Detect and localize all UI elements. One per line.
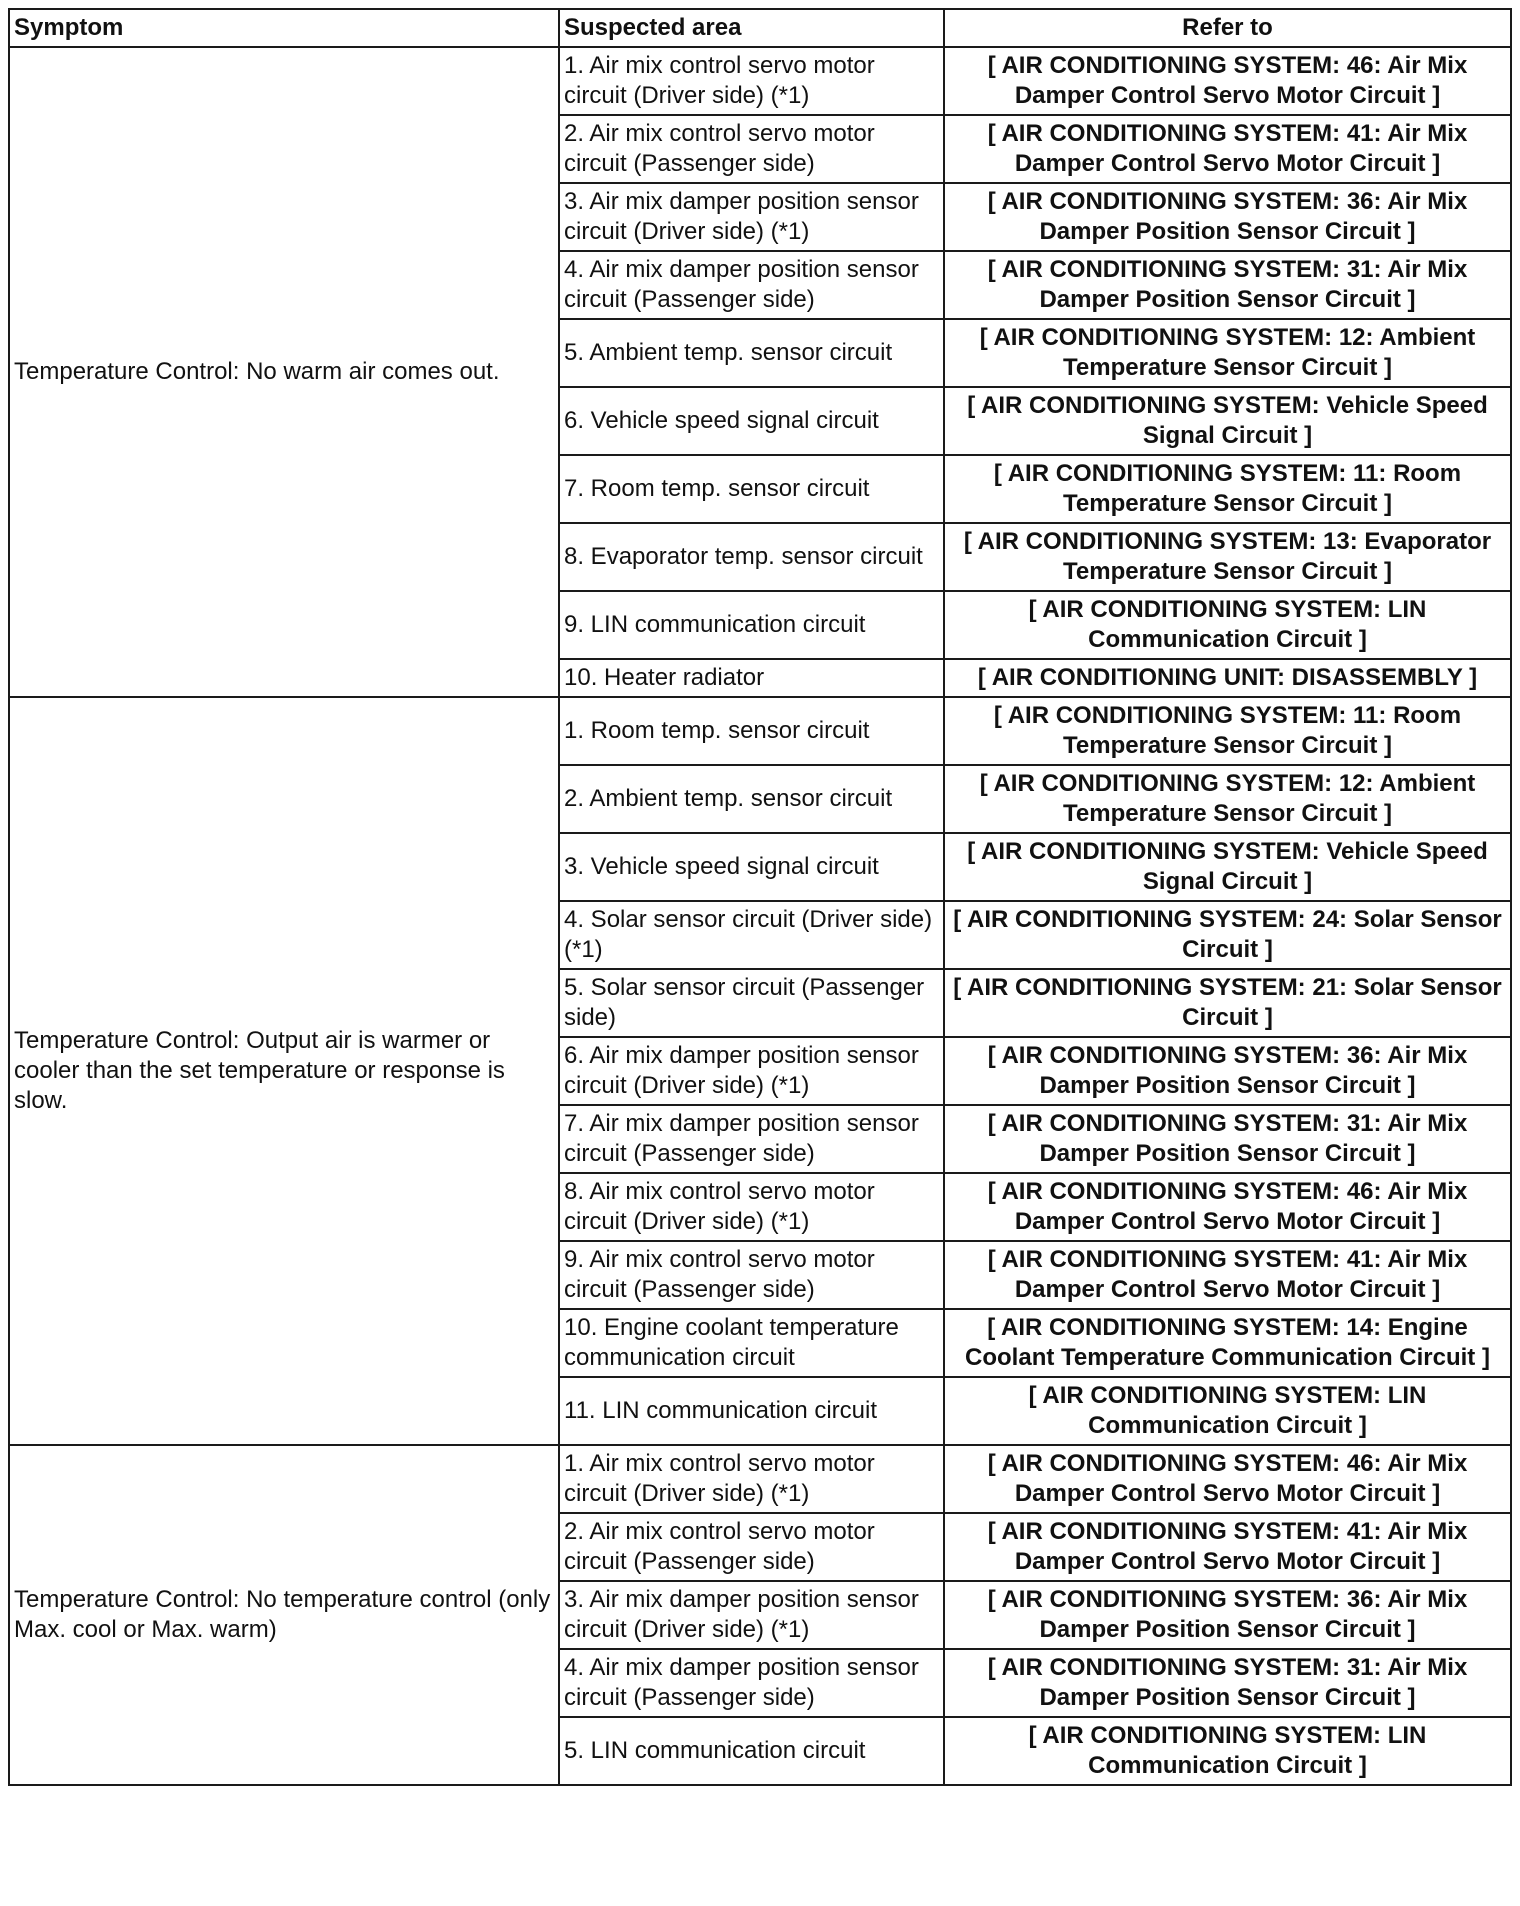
header-suspected-area: Suspected area	[559, 9, 944, 47]
refer-to-link[interactable]: [ AIR CONDITIONING SYSTEM: 12: Ambient Temperature Sensor Circuit ]	[944, 319, 1511, 387]
suspected-area-cell: 5. Ambient temp. sensor circuit	[559, 319, 944, 387]
suspected-area-cell: 4. Air mix damper position sensor circuit (Passenger side)	[559, 1649, 944, 1717]
suspected-area-cell: 1. Air mix control servo motor circuit (Driver side) (*1)	[559, 47, 944, 115]
suspected-area-cell: 7. Air mix damper position sensor circuit (Passenger side)	[559, 1105, 944, 1173]
suspected-area-cell: 10. Engine coolant temperature communication circuit	[559, 1309, 944, 1377]
header-row	[9, 9, 1511, 47]
refer-to-link[interactable]: [ AIR CONDITIONING SYSTEM: 36: Air Mix Damper Position Sensor Circuit ]	[944, 1037, 1511, 1105]
suspected-area-cell: 6. Vehicle speed signal circuit	[559, 387, 944, 455]
suspected-area-cell: 4. Solar sensor circuit (Driver side) (*1)	[559, 901, 944, 969]
suspected-area-cell: 9. Air mix control servo motor circuit (Passenger side)	[559, 1241, 944, 1309]
refer-to-link[interactable]: [ AIR CONDITIONING SYSTEM: 11: Room Temperature Sensor Circuit ]	[944, 455, 1511, 523]
troubleshooting-table	[8, 8, 1512, 1786]
symptom-cell: Temperature Control: Output air is warmer or cooler than the set temperature or response is slow.	[9, 697, 559, 1445]
refer-to-link[interactable]: [ AIR CONDITIONING SYSTEM: LIN Communication Circuit ]	[944, 1377, 1511, 1445]
refer-to-link[interactable]: [ AIR CONDITIONING SYSTEM: Vehicle Speed Signal Circuit ]	[944, 387, 1511, 455]
refer-to-link[interactable]: [ AIR CONDITIONING SYSTEM: LIN Communication Circuit ]	[944, 1717, 1511, 1785]
refer-to-link[interactable]: [ AIR CONDITIONING SYSTEM: 12: Ambient Temperature Sensor Circuit ]	[944, 765, 1511, 833]
table-row	[9, 47, 1511, 115]
header-refer-to: Refer to	[944, 9, 1511, 47]
refer-to-link[interactable]: [ AIR CONDITIONING SYSTEM: 13: Evaporator Temperature Sensor Circuit ]	[944, 523, 1511, 591]
suspected-area-cell: 5. Solar sensor circuit (Passenger side)	[559, 969, 944, 1037]
suspected-area-cell: 2. Air mix control servo motor circuit (Passenger side)	[559, 1513, 944, 1581]
refer-to-link[interactable]: [ AIR CONDITIONING SYSTEM: 31: Air Mix Damper Position Sensor Circuit ]	[944, 1649, 1511, 1717]
suspected-area-cell: 2. Ambient temp. sensor circuit	[559, 765, 944, 833]
symptom-cell: Temperature Control: No warm air comes out.	[9, 47, 559, 697]
refer-to-link[interactable]: [ AIR CONDITIONING SYSTEM: 11: Room Temperature Sensor Circuit ]	[944, 697, 1511, 765]
refer-to-link[interactable]: [ AIR CONDITIONING SYSTEM: 31: Air Mix Damper Position Sensor Circuit ]	[944, 251, 1511, 319]
table-row	[9, 1445, 1511, 1513]
suspected-area-cell: 8. Air mix control servo motor circuit (Driver side) (*1)	[559, 1173, 944, 1241]
suspected-area-cell: 11. LIN communication circuit	[559, 1377, 944, 1445]
refer-to-link[interactable]: [ AIR CONDITIONING SYSTEM: 36: Air Mix Damper Position Sensor Circuit ]	[944, 1581, 1511, 1649]
table-row	[9, 697, 1511, 765]
refer-to-link[interactable]: [ AIR CONDITIONING SYSTEM: 46: Air Mix Damper Control Servo Motor Circuit ]	[944, 1173, 1511, 1241]
refer-to-link[interactable]: [ AIR CONDITIONING SYSTEM: LIN Communication Circuit ]	[944, 591, 1511, 659]
suspected-area-cell: 2. Air mix control servo motor circuit (Passenger side)	[559, 115, 944, 183]
refer-to-link[interactable]: [ AIR CONDITIONING SYSTEM: 36: Air Mix Damper Position Sensor Circuit ]	[944, 183, 1511, 251]
suspected-area-cell: 1. Room temp. sensor circuit	[559, 697, 944, 765]
refer-to-link[interactable]: [ AIR CONDITIONING SYSTEM: 41: Air Mix Damper Control Servo Motor Circuit ]	[944, 1513, 1511, 1581]
suspected-area-cell: 8. Evaporator temp. sensor circuit	[559, 523, 944, 591]
refer-to-link[interactable]: [ AIR CONDITIONING SYSTEM: 41: Air Mix Damper Control Servo Motor Circuit ]	[944, 115, 1511, 183]
refer-to-link[interactable]: [ AIR CONDITIONING SYSTEM: 46: Air Mix Damper Control Servo Motor Circuit ]	[944, 1445, 1511, 1513]
suspected-area-cell: 3. Air mix damper position sensor circuit (Driver side) (*1)	[559, 1581, 944, 1649]
suspected-area-cell: 7. Room temp. sensor circuit	[559, 455, 944, 523]
suspected-area-cell: 4. Air mix damper position sensor circuit (Passenger side)	[559, 251, 944, 319]
suspected-area-cell: 10. Heater radiator	[559, 659, 944, 697]
symptom-cell: Temperature Control: No temperature control (only Max. cool or Max. warm)	[9, 1445, 559, 1785]
refer-to-link[interactable]: [ AIR CONDITIONING SYSTEM: 14: Engine Coolant Temperature Communication Circuit ]	[944, 1309, 1511, 1377]
refer-to-link[interactable]: [ AIR CONDITIONING SYSTEM: 46: Air Mix Damper Control Servo Motor Circuit ]	[944, 47, 1511, 115]
suspected-area-cell: 9. LIN communication circuit	[559, 591, 944, 659]
refer-to-link[interactable]: [ AIR CONDITIONING SYSTEM: 24: Solar Sensor Circuit ]	[944, 901, 1511, 969]
suspected-area-cell: 5. LIN communication circuit	[559, 1717, 944, 1785]
refer-to-link[interactable]: [ AIR CONDITIONING SYSTEM: 41: Air Mix Damper Control Servo Motor Circuit ]	[944, 1241, 1511, 1309]
refer-to-link[interactable]: [ AIR CONDITIONING SYSTEM: 31: Air Mix Damper Position Sensor Circuit ]	[944, 1105, 1511, 1173]
suspected-area-cell: 6. Air mix damper position sensor circuit (Driver side) (*1)	[559, 1037, 944, 1105]
suspected-area-cell: 1. Air mix control servo motor circuit (Driver side) (*1)	[559, 1445, 944, 1513]
suspected-area-cell: 3. Vehicle speed signal circuit	[559, 833, 944, 901]
header-symptom: Symptom	[9, 9, 559, 47]
refer-to-link[interactable]: [ AIR CONDITIONING UNIT: DISASSEMBLY ]	[944, 659, 1511, 697]
suspected-area-cell: 3. Air mix damper position sensor circuit (Driver side) (*1)	[559, 183, 944, 251]
refer-to-link[interactable]: [ AIR CONDITIONING SYSTEM: 21: Solar Sensor Circuit ]	[944, 969, 1511, 1037]
refer-to-link[interactable]: [ AIR CONDITIONING SYSTEM: Vehicle Speed Signal Circuit ]	[944, 833, 1511, 901]
